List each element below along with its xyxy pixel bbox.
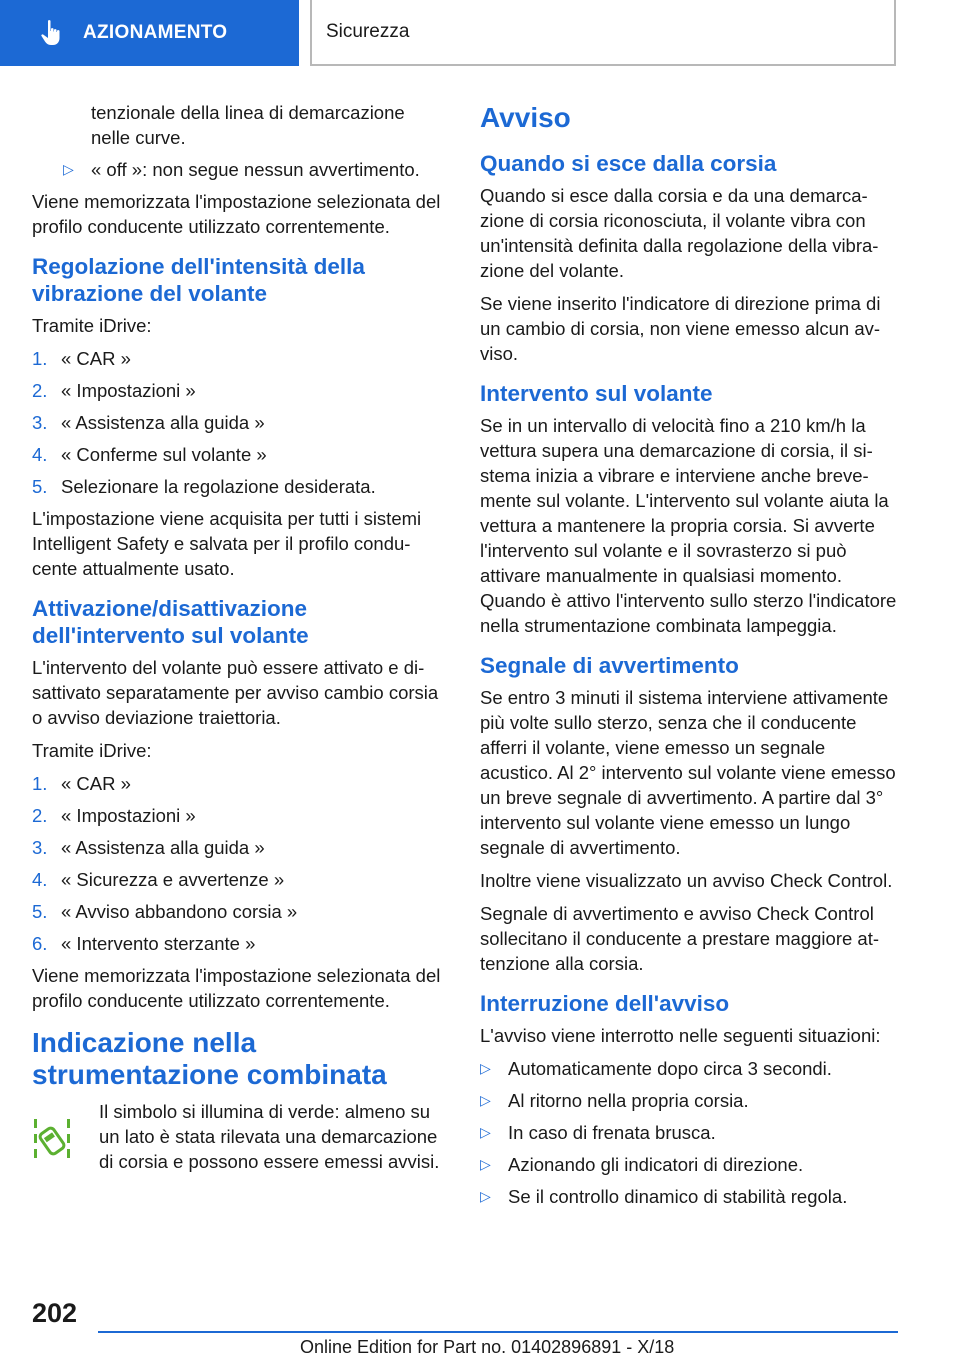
list-item	[32, 442, 448, 467]
list-item-text: « Intervento sterzante »	[61, 933, 256, 954]
list-item-text: « Assistenza alla guida »	[61, 837, 265, 858]
section-heading: Intervento sul volante	[480, 381, 713, 406]
list-number: 1.	[32, 348, 48, 369]
paragraph: Viene memorizzata l'impostazione selezionata del profilo conducente utilizzato correntemente.	[32, 191, 441, 237]
numbered-list	[32, 346, 448, 499]
list-item	[32, 474, 448, 499]
list-item-text: Automaticamente dopo circa 3 secondi.	[508, 1058, 832, 1079]
lane-departure-icon	[32, 1099, 99, 1174]
list-item	[480, 1184, 898, 1209]
chapter-heading: Avviso	[480, 102, 571, 133]
list-number: 6.	[32, 933, 48, 954]
continued-text: tenzionale della linea di demarcazione nelle curve.	[91, 102, 405, 148]
list-item	[32, 899, 448, 924]
list-item	[32, 803, 448, 828]
list-item-text: Al ritorno nella propria corsia.	[508, 1090, 749, 1111]
list-item-text: « CAR »	[61, 773, 131, 794]
list-item	[32, 378, 448, 403]
section-label: AZIONAMENTO	[83, 22, 228, 43]
section-heading: Interruzione dell'avviso	[480, 991, 730, 1016]
list-item-text: « Conferme sul volante »	[61, 444, 267, 465]
list-item-text: « Assistenza alla guida »	[61, 412, 265, 433]
list-number: 1.	[32, 773, 48, 794]
paragraph: Quando si esce dalla corsia e da una demarcazione di corsia riconosciuta, il volante vibra con un'intensità definita dalla regolazione della vibrazione del volante.	[480, 185, 879, 281]
list-number: 3.	[32, 412, 48, 433]
list-item	[480, 1152, 898, 1177]
paragraph: Tramite iDrive:	[32, 740, 152, 761]
paragraph: Segnale di avvertimento e avviso Check Control sollecitano il conducente a prestare maggiore attenzione alla corsia.	[480, 903, 880, 974]
paragraph: L'intervento del volante può essere attivato e disattivato separatamente per avviso cambio corsia o avviso deviazione traiettoria.	[32, 657, 439, 728]
numbered-list	[32, 771, 448, 956]
list-item	[32, 867, 448, 892]
list-item	[32, 931, 448, 956]
paragraph: Se viene inserito l'indicatore di direzione prima di un cambio di corsia, non viene emesso alcun avviso.	[480, 293, 881, 364]
triangle-bullet-icon: ▷	[480, 1188, 491, 1204]
paragraph: Se entro 3 minuti il sistema interviene attivamente più volte sullo sterzo, senza che il conducente afferri il volante, viene emesso un segnale acustico. Al 2° intervento sul volante viene emesso un breve segnale di avvertimento. A partire dal 3° intervento sul volante viene emesso un lungo segnale di avvertimento.	[480, 687, 896, 858]
triangle-bullet-icon: ▷	[63, 161, 74, 177]
section-heading: Regolazione dell'intensità della vibrazione del volante	[32, 254, 365, 306]
list-item-text: In caso di frenata brusca.	[508, 1122, 716, 1143]
symbol-description: Il simbolo si illumina di verde: almeno su un lato è stata rilevata una demarcazione di corsia e possono essere emessi avvisi.	[99, 1101, 440, 1172]
list-number: 5.	[32, 901, 48, 922]
list-item-text: « Impostazioni »	[61, 380, 196, 401]
list-item	[32, 157, 448, 182]
symbol-row	[32, 1099, 448, 1174]
paragraph: L'avviso viene interrotto nelle seguenti situazioni:	[480, 1025, 881, 1046]
chapter-box[interactable]	[310, 0, 896, 66]
paragraph: Inoltre viene visualizzato un avviso Check Control.	[480, 870, 893, 891]
triangle-bullet-icon: ▷	[480, 1156, 491, 1172]
page-number: 202	[32, 1298, 78, 1328]
section-heading: Quando si esce dalla corsia	[480, 151, 777, 176]
section-heading: Segnale di avvertimento	[480, 653, 739, 678]
hand-pointer-icon	[37, 18, 67, 48]
section-heading: Attivazione/disattivazione dell'intervento sul volante	[32, 596, 309, 648]
footer-divider	[98, 1331, 898, 1333]
list-number: 2.	[32, 380, 48, 401]
list-item-text: « CAR »	[61, 348, 131, 369]
list-item-text: « Impostazioni »	[61, 805, 196, 826]
list-number: 4.	[32, 444, 48, 465]
list-item-text: « Avviso abbandono corsia »	[61, 901, 298, 922]
right-column	[480, 100, 898, 1216]
list-item-text: Selezionare la regolazione desiderata.	[61, 476, 376, 497]
triangle-bullet-icon: ▷	[480, 1060, 491, 1076]
list-number: 4.	[32, 869, 48, 890]
section-tab[interactable]	[0, 0, 299, 66]
paragraph: Viene memorizzata l'impostazione selezionata del profilo conducente utilizzato correntemente.	[32, 965, 441, 1011]
list-item-text: « off »: non segue nessun avvertimento.	[91, 159, 420, 180]
page-header	[0, 0, 960, 66]
list-number: 3.	[32, 837, 48, 858]
triangle-bullet-icon: ▷	[480, 1092, 491, 1108]
list-item	[32, 346, 448, 371]
list-item	[32, 835, 448, 860]
list-item	[480, 1120, 898, 1145]
bullet-list	[480, 1056, 898, 1209]
paragraph: Tramite iDrive:	[32, 315, 152, 336]
list-item	[32, 771, 448, 796]
left-column	[32, 100, 448, 1174]
edition-text: Online Edition for Part no. 01402896891 - X/18	[300, 1337, 675, 1357]
paragraph: L'impostazione viene acquisita per tutti i sistemi Intelligent Safety e salvata per il profilo conducente attualmente usato.	[32, 508, 422, 579]
list-item-text: Azionando gli indicatori di direzione.	[508, 1154, 804, 1175]
triangle-bullet-icon: ▷	[480, 1124, 491, 1140]
chapter-heading: Indicazione nella strumentazione combinata	[32, 1027, 387, 1090]
list-item	[32, 410, 448, 435]
list-item	[480, 1088, 898, 1113]
list-item-text: Se il controllo dinamico di stabilità regola.	[508, 1186, 848, 1207]
paragraph: Se in un intervallo di velocità fino a 210 km/h la vettura supera una demarcazione di corsia, il sistema inizia a vibrare e interviene anche brevemente sul volante. L'intervento sul volante aiuta la vettura a mantenere la propria corsia. Si avverte l'intervento sul volante e il sovrasterzo si può attivare manualmente in qualsiasi momento. Quando è attivo l'intervento sullo sterzo l'indicatore nella strumentazione combinata lampeggia.	[480, 415, 897, 636]
list-item-text: « Sicurezza e avvertenze »	[61, 869, 285, 890]
list-number: 2.	[32, 805, 48, 826]
list-number: 5.	[32, 476, 48, 497]
chapter-label: Sicurezza	[326, 21, 410, 42]
list-item	[480, 1056, 898, 1081]
